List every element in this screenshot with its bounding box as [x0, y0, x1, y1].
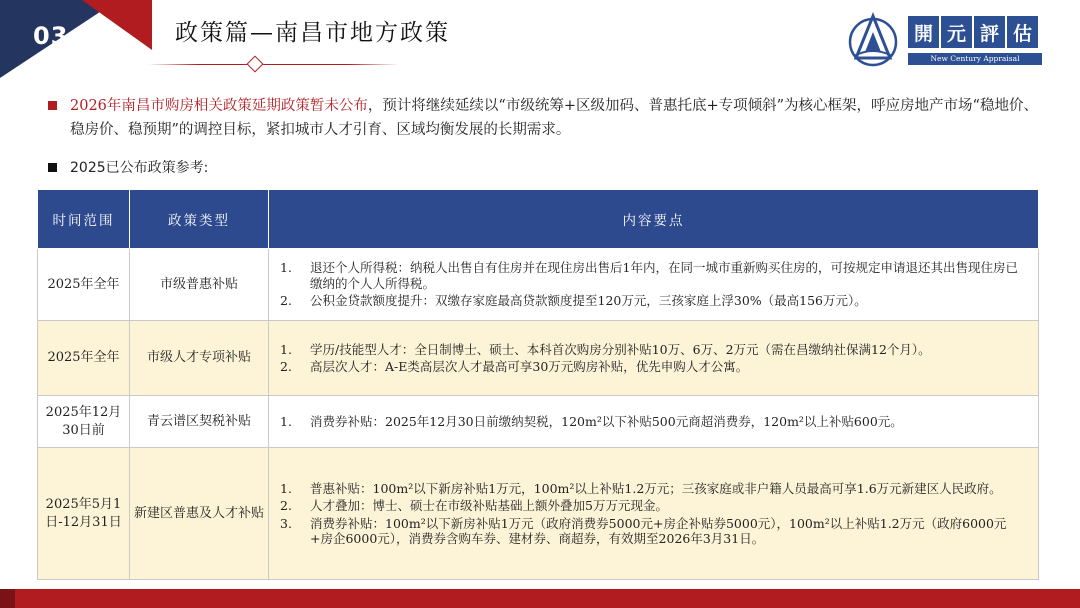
cell-content	[269, 448, 1039, 580]
cell-content	[269, 396, 1039, 448]
footer-bar-accent	[0, 589, 15, 608]
cell-period: 2025年全年	[38, 249, 130, 321]
list-item	[280, 516, 1027, 547]
item-text: 退还个人所得税：纳税人出售自有住房并在现住房出售后1年内，在同一城市重新购买住房的，可按规定申请退还其出售现住房已缴纳的个人人所得税。	[310, 260, 1018, 291]
cell-period: 2025年全年	[38, 321, 130, 396]
header-corner-red	[82, 0, 152, 50]
cell-type: 新建区普惠及人才补贴	[130, 448, 269, 580]
item-text: 公积金贷款额度提升：双缴存家庭最高贷款额度提至120万元，三孩家庭上浮30%（最高156万元）。	[310, 293, 867, 309]
logo-char: 開	[908, 16, 939, 48]
cell-type: 青云谱区契税补贴	[130, 396, 269, 448]
cell-period: 2025年12月30日前	[38, 396, 130, 448]
footer-bar	[15, 589, 1080, 608]
table-row	[38, 448, 1039, 580]
company-logo	[846, 12, 1046, 72]
bullet-square-icon	[48, 101, 57, 110]
item-number: 1.	[280, 341, 292, 357]
item-number: 2.	[280, 359, 292, 374]
item-number: 3.	[280, 515, 292, 531]
intro-highlight: 2026年南昌市购房相关政策延期政策暂未公布	[70, 98, 368, 114]
cell-type: 市级人才专项补贴	[130, 321, 269, 396]
reference-heading: 2025已公布政策参考:	[70, 160, 209, 176]
list-item	[280, 481, 1027, 497]
logo-char: 估	[1007, 16, 1038, 48]
list-item	[280, 498, 1027, 514]
table-row	[38, 396, 1039, 448]
column-header-period: 时间范围	[38, 190, 130, 249]
item-number: 1.	[280, 260, 292, 276]
item-text: 消费券补贴：2025年12月30日前缴纳契税，120m²以下补贴500元商超消费券，120m²以上补贴600元。	[310, 413, 903, 429]
list-item	[280, 359, 1027, 375]
column-header-content: 内容要点	[269, 190, 1039, 249]
logo-char: 評	[974, 16, 1005, 48]
intro-body: ，预计将继续延续以“市级统筹+区级加码、普惠托底+专项倾斜”为核心框架，呼应房地产市场“稳地价、稳房价、稳预期”的调控目标，紧扣城市人才引育、区域均衡发展的长期需求。	[70, 98, 1038, 138]
logo-subtitle: New Century Appraisal	[908, 53, 1042, 65]
list-item	[280, 342, 1027, 358]
cell-content	[269, 249, 1039, 321]
item-number: 2.	[280, 293, 292, 309]
table-row	[38, 321, 1039, 396]
item-text: 消费券补贴：100m²以下新房补贴1万元（政府消费券5000元+房企补贴券5000元），100m²以上补贴1.2万元（政府6000元+房企6000元），消费券含购车券、建材券、商超券，有效期至2026年3月31日。	[310, 515, 1007, 546]
column-header-type: 政策类型	[130, 190, 269, 249]
list-item	[280, 414, 1027, 430]
bullet-square-icon	[48, 163, 57, 172]
cell-content	[269, 321, 1039, 396]
table-row	[38, 249, 1039, 321]
item-number: 1.	[280, 480, 292, 496]
page-title: 政策篇—南昌市地方政策	[175, 20, 450, 46]
item-text: 人才叠加：博士、硕士在市级补贴基础上额外叠加5万万元现金。	[310, 498, 668, 513]
logo-emblem-icon	[846, 12, 900, 68]
logo-char: 元	[941, 16, 972, 48]
cell-period: 2025年5月1日-12月31日	[38, 448, 130, 580]
cell-type: 市级普惠补贴	[130, 249, 269, 321]
intro-text	[70, 94, 1050, 142]
logo-wordmark	[908, 16, 1038, 48]
list-item	[280, 293, 1027, 309]
item-text: 学历/技能型人才：全日制博士、硕士、本科首次购房分别补贴10万、6万、2万元（需在昌缴纳社保满12个月）。	[310, 341, 931, 357]
item-text: 高层次人才：A-E类高层次人才最高可享30万元购房补贴，优先申购人才公寓。	[310, 359, 749, 374]
item-number: 2.	[280, 498, 292, 513]
item-text: 普惠补贴：100m²以下新房补贴1万元，100m²以上补贴1.2万元；三孩家庭或非户籍人员最高可享1.6万元新建区人民政府。	[310, 480, 1002, 496]
section-number: 03	[33, 22, 69, 50]
table-header-row	[38, 190, 1039, 249]
title-diamond-ornament	[247, 56, 264, 73]
item-number: 1.	[280, 413, 292, 429]
title-divider	[148, 64, 398, 65]
policy-table	[37, 189, 1039, 580]
list-item	[280, 260, 1027, 291]
